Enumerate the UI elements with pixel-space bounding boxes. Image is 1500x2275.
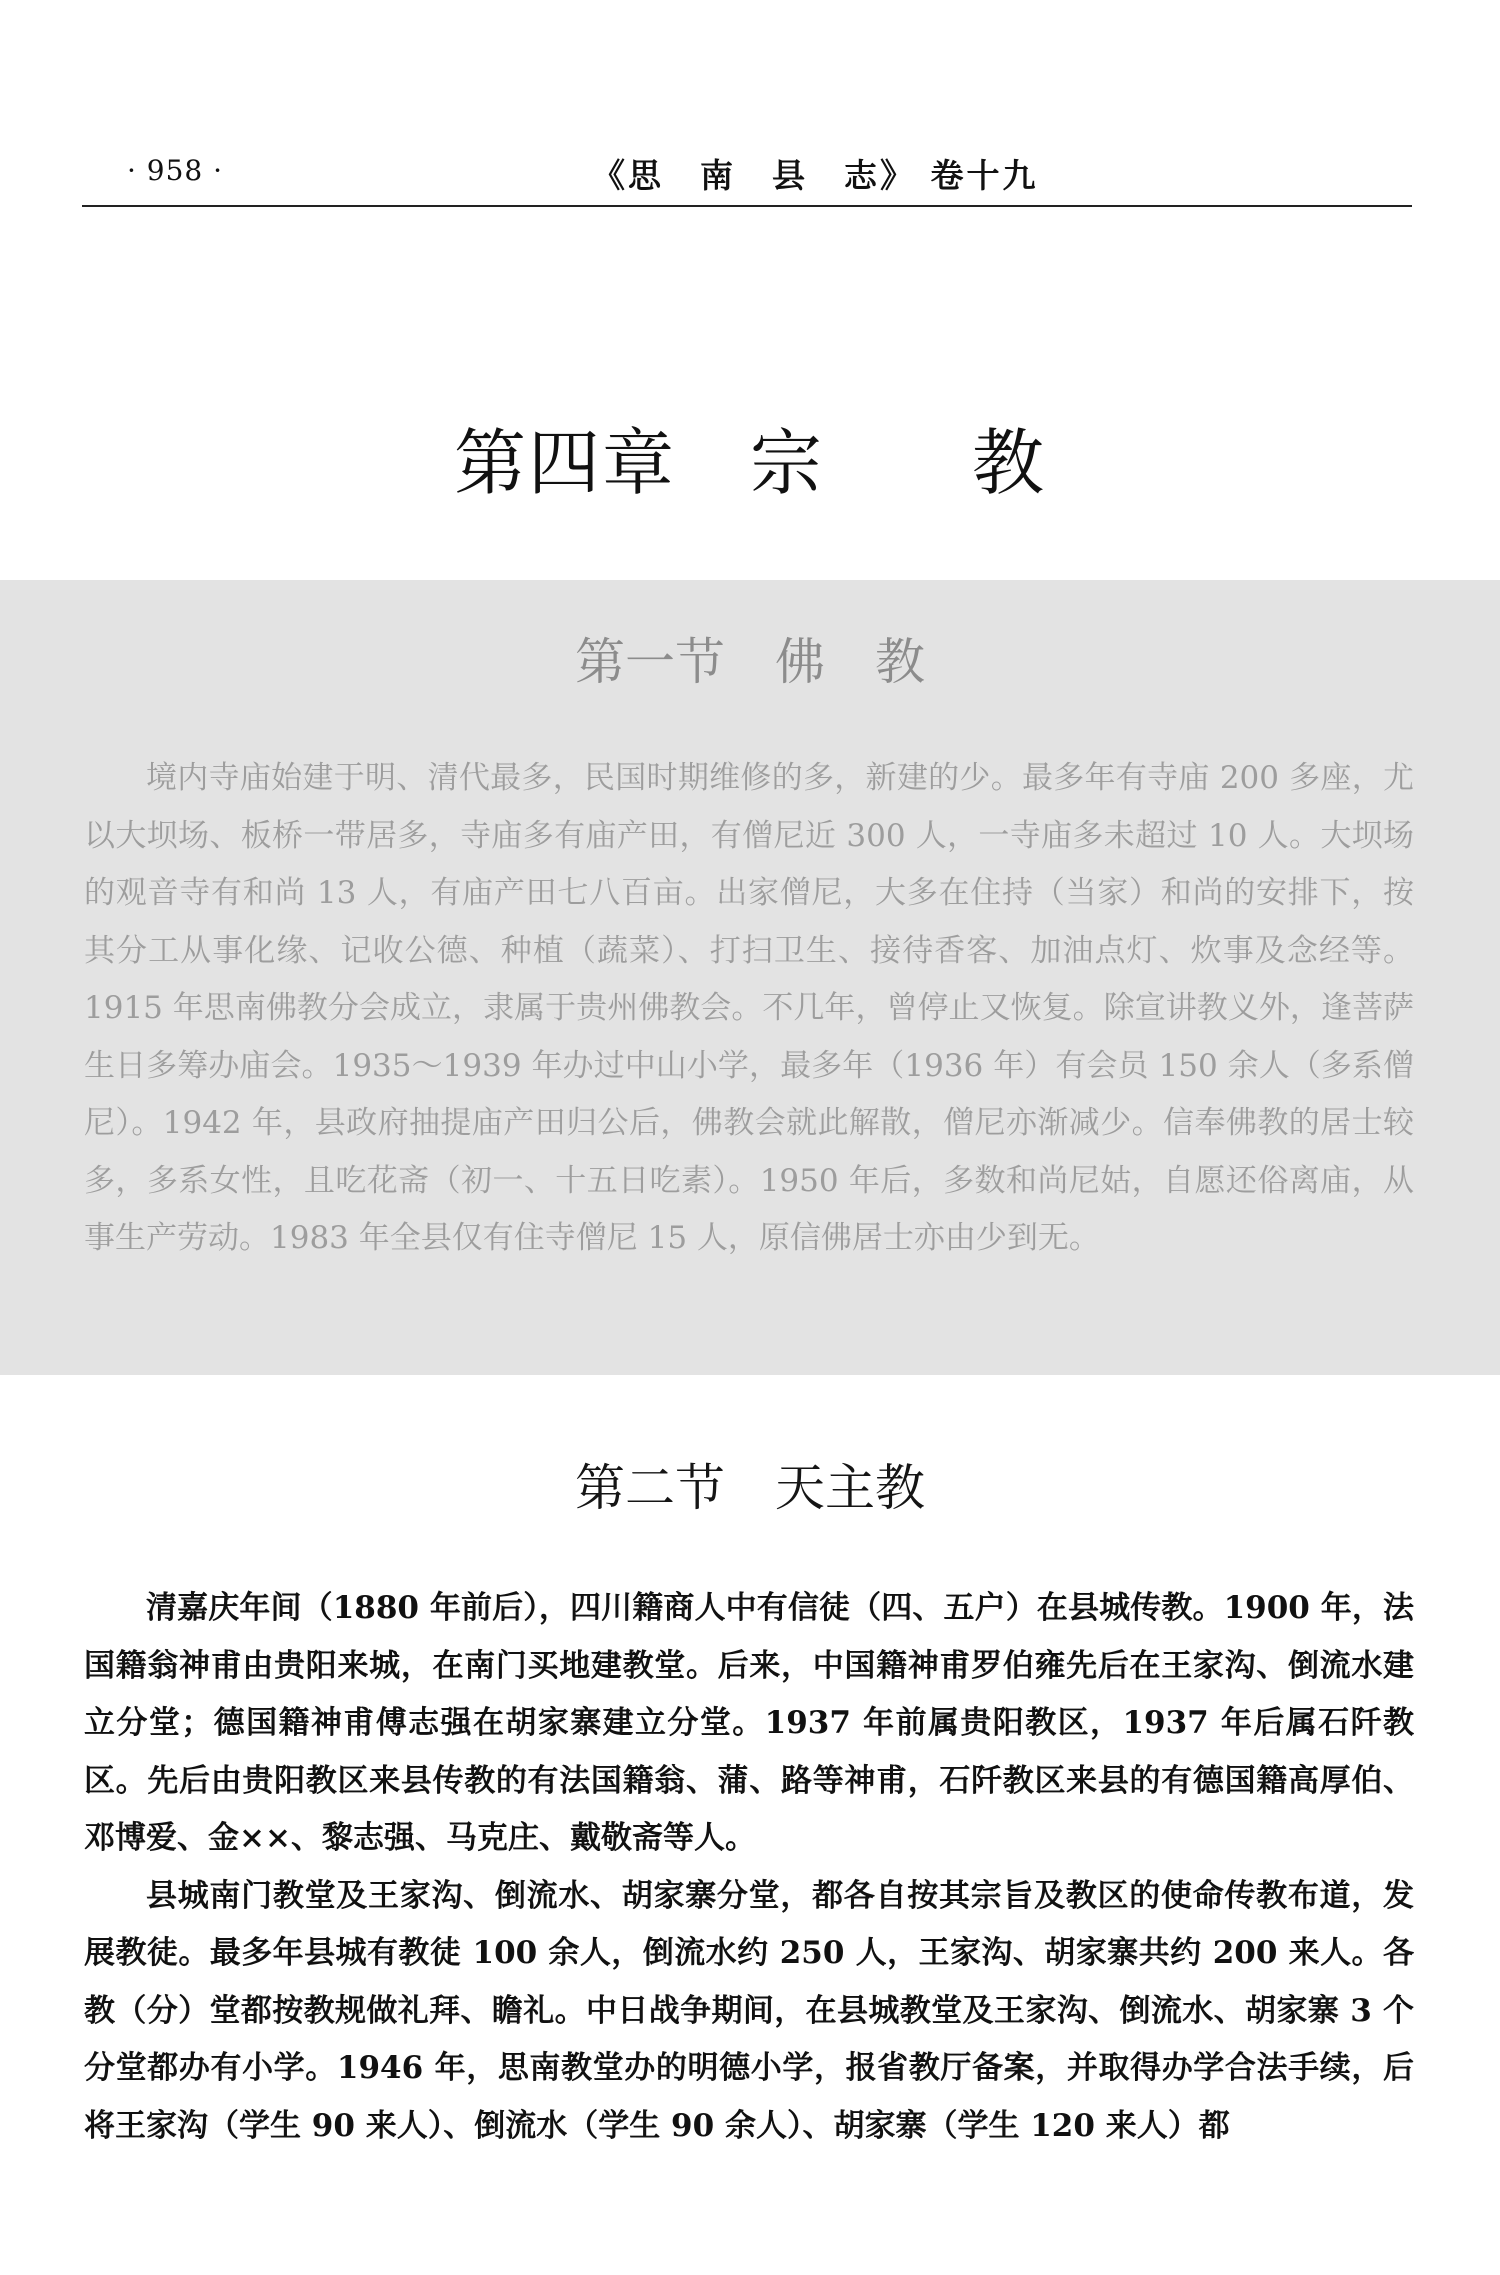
section-2-paragraph-2: 县城南门教堂及王家沟、倒流水、胡家寨分堂，都各自按其宗旨及教区的使命传教布道，发展教徒。最多年县城有教徒 100 余人，倒流水约 250 人，王家沟、胡家寨共约 200 来人。各教（分）堂都按教规做礼拜、瞻礼。中日战争期间，在县城教堂及王家沟、倒流水、胡家寨 3 个分堂都办有小学。1946 年，思南教堂办的明德小学，报省教厅备案，并取得办学合法手续，后将王家沟（学生 90 来人）、倒流水（学生 90 余人）、胡家寨（学生 120 来人）都 xyxy=(84,1877,1414,2144)
section-2-paragraph-1: 清嘉庆年间（1880 年前后），四川籍商人中有信徒（四、五户）在县城传教。1900 年，法国籍翁神甫由贵阳来城，在南门买地建教堂。后来，中国籍神甫罗伯雍先后在王家沟、倒流水建立分堂；德国籍神甫傅志强在胡家寨建立分堂。1937 年前属贵阳教区，1937 年后属石阡教区。先后由贵阳教区来县传教的有法国籍翁、蒲、路等神甫，石阡教区来县的有德国籍高厚伯、邓博爱、金××、黎志强、马克庄、戴敬斋等人。 xyxy=(84,1590,1414,1856)
header-rule xyxy=(82,205,1412,207)
book-title: 《思 南 县 志》 卷十九 xyxy=(592,156,1039,195)
section-1-body xyxy=(84,750,1414,1268)
section-2-body xyxy=(84,1580,1414,2155)
page-number: · 958 · xyxy=(127,154,224,187)
section-1-paragraph-1: 境内寺庙始建于明、清代最多，民国时期维修的多，新建的少。最多年有寺庙 200 多座，尤以大坝场、板桥一带居多，寺庙多有庙产田，有僧尼近 300 人，一寺庙多未超过 10 人。大坝场的观音寺有和尚 13 人，有庙产田七八百亩。出家僧尼，大多在住持（当家）和尚的安排下，按其分工从事化缘、记收公德、种植（蔬菜）、打扫卫生、接待香客、加油点灯、炊事及念经等。1915 年思南佛教分会成立，隶属于贵州佛教会。不几年，曾停止又恢复。除宣讲教义外，逢菩萨生日多筹办庙会。1935～1939 年办过中山小学，最多年（1936 年）有会员 150 余人（多系僧尼）。1942 年，县政府抽提庙产田归公后，佛教会就此解散，僧尼亦渐减少。信奉佛教的居士较多，多系女性，且吃花斋（初一、十五日吃素）。1950 年后，多数和尚尼姑，自愿还俗离庙，从事生产劳动。1983 年全县仅有住寺僧尼 15 人，原信佛居士亦由少到无。 xyxy=(84,760,1414,1256)
running-header xyxy=(82,148,1410,198)
chapter-title: 第四章 宗 教 xyxy=(453,421,1046,505)
section-2-title: 第二节 天主教 xyxy=(575,1459,925,1517)
section-1-title: 第一节 佛 教 xyxy=(575,633,925,691)
